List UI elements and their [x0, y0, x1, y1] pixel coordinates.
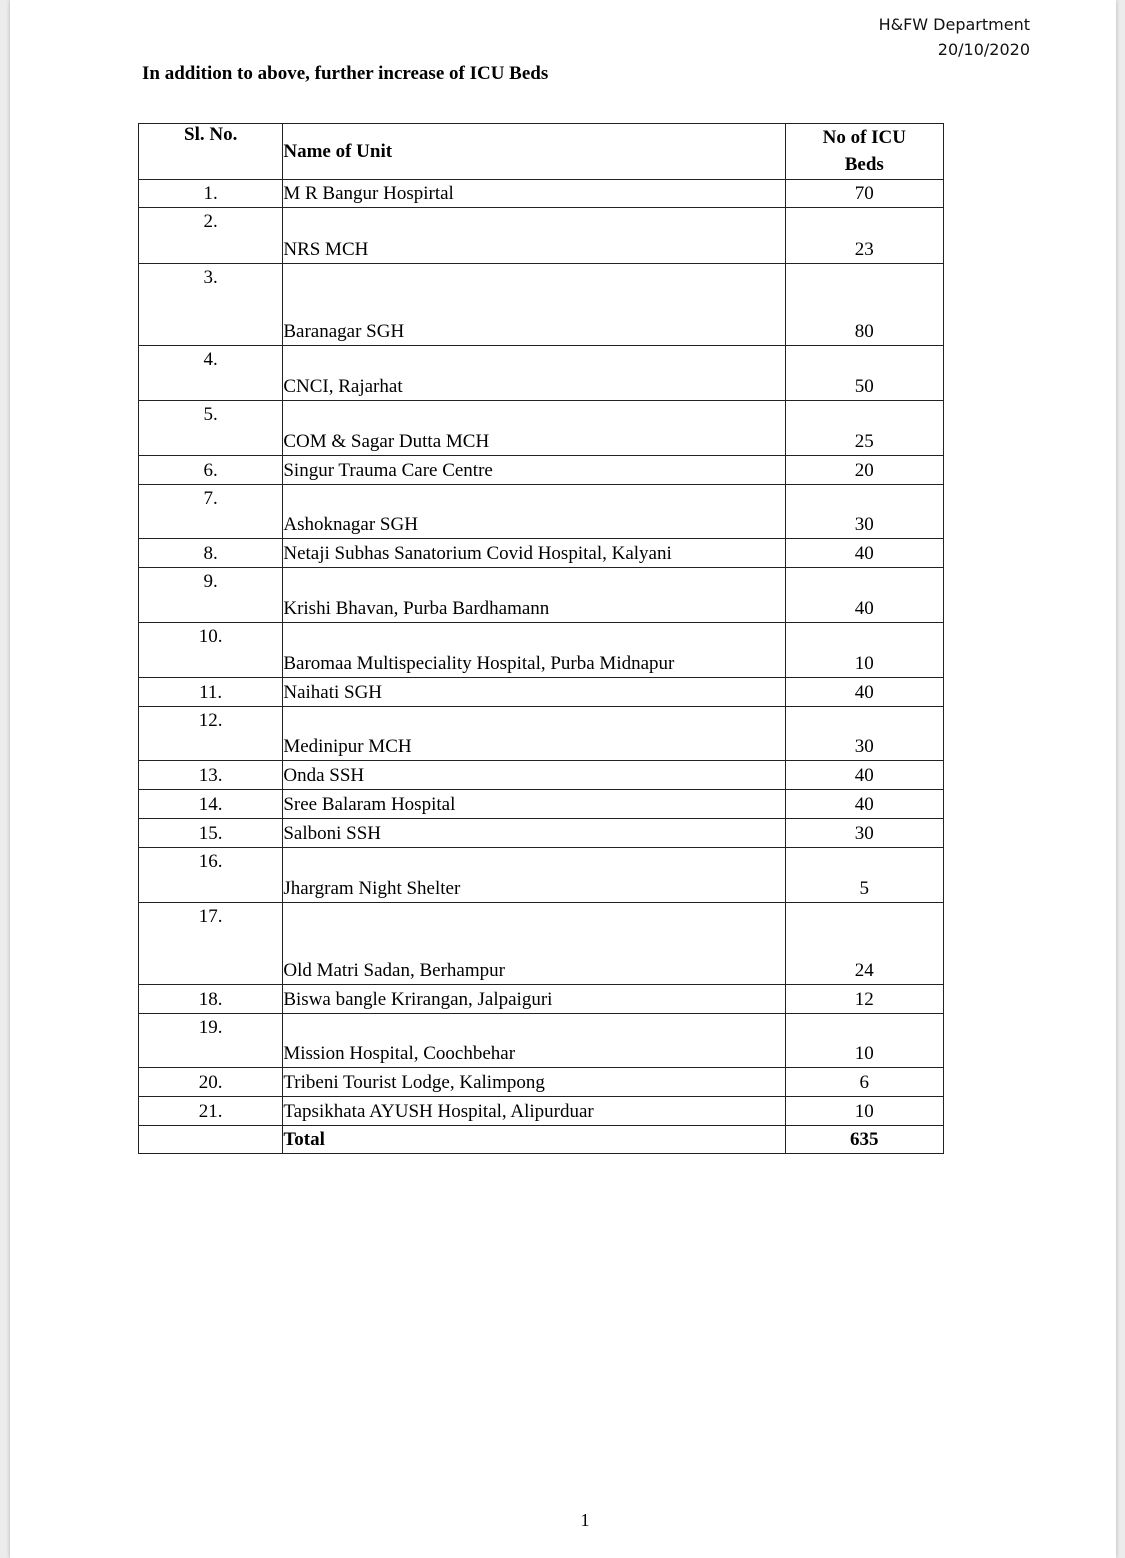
table-row — [139, 180, 944, 208]
row-unit-name: Netaji Subhas Sanatorium Covid Hospital, Kalyani — [283, 539, 785, 568]
row-icu-beds: 23 — [785, 208, 943, 264]
table-row — [139, 707, 944, 761]
row-unit-name: COM & Sagar Dutta MCH — [283, 401, 785, 456]
header-name-of-unit: Name of Unit — [283, 124, 785, 180]
document-date: 20/10/2020 — [937, 40, 1030, 59]
header-beds-line1: No of ICU — [822, 127, 906, 148]
table-row — [139, 539, 944, 568]
table-row — [139, 1068, 944, 1097]
row-sl-no: 3. — [139, 264, 283, 346]
row-icu-beds: 10 — [785, 1014, 943, 1068]
row-sl-no: 21. — [139, 1097, 283, 1126]
row-sl-no: 6. — [139, 456, 283, 485]
row-unit-name: Tribeni Tourist Lodge, Kalimpong — [283, 1068, 785, 1097]
department-name: H&FW Department — [878, 15, 1030, 34]
row-sl-no: 19. — [139, 1014, 283, 1068]
row-icu-beds: 40 — [785, 790, 943, 819]
row-sl-no: 17. — [139, 903, 283, 985]
row-sl-no: 5. — [139, 401, 283, 456]
row-sl-no: 9. — [139, 568, 283, 623]
total-row — [139, 1126, 944, 1154]
row-unit-name: Biswa bangle Krirangan, Jalpaiguri — [283, 985, 785, 1014]
row-sl-no: 4. — [139, 346, 283, 401]
row-sl-no: 18. — [139, 985, 283, 1014]
table-row — [139, 208, 944, 264]
row-unit-name: CNCI, Rajarhat — [283, 346, 785, 401]
table-row — [139, 903, 944, 985]
intro-heading: In addition to above, further increase of ICU Beds — [142, 63, 549, 84]
row-unit-name: Sree Balaram Hospital — [283, 790, 785, 819]
row-unit-name: Singur Trauma Care Centre — [283, 456, 785, 485]
row-icu-beds: 40 — [785, 678, 943, 707]
row-sl-no: 10. — [139, 623, 283, 678]
table-row — [139, 623, 944, 678]
row-unit-name: Salboni SSH — [283, 819, 785, 848]
row-icu-beds: 10 — [785, 623, 943, 678]
row-icu-beds: 40 — [785, 761, 943, 790]
table-row — [139, 848, 944, 903]
row-sl-no: 8. — [139, 539, 283, 568]
table-row — [139, 401, 944, 456]
row-icu-beds: 5 — [785, 848, 943, 903]
total-value: 635 — [785, 1126, 943, 1154]
table-row — [139, 1097, 944, 1126]
table-row — [139, 819, 944, 848]
table-row — [139, 790, 944, 819]
row-icu-beds: 70 — [785, 180, 943, 208]
row-sl-no: 16. — [139, 848, 283, 903]
row-sl-no: 2. — [139, 208, 283, 264]
total-sl-empty — [139, 1126, 283, 1154]
row-unit-name: Medinipur MCH — [283, 707, 785, 761]
table-row — [139, 346, 944, 401]
row-unit-name: Tapsikhata AYUSH Hospital, Alipurduar — [283, 1097, 785, 1126]
table-row — [139, 568, 944, 623]
icu-beds-table — [138, 123, 944, 1154]
header-beds-line2: Beds — [844, 154, 884, 175]
row-unit-name: Old Matri Sadan, Berhampur — [283, 903, 785, 985]
row-unit-name: M R Bangur Hospirtal — [283, 180, 785, 208]
row-sl-no: 15. — [139, 819, 283, 848]
row-icu-beds: 20 — [785, 456, 943, 485]
header-block — [879, 12, 1030, 62]
row-icu-beds: 24 — [785, 903, 943, 985]
row-unit-name: Baromaa Multispeciality Hospital, Purba Midnapur — [283, 623, 785, 678]
row-sl-no: 11. — [139, 678, 283, 707]
row-icu-beds: 6 — [785, 1068, 943, 1097]
row-sl-no: 13. — [139, 761, 283, 790]
header-no-of-icu-beds — [785, 124, 943, 180]
table-header-row — [139, 124, 944, 180]
row-icu-beds: 25 — [785, 401, 943, 456]
row-unit-name: Mission Hospital, Coochbehar — [283, 1014, 785, 1068]
row-sl-no: 20. — [139, 1068, 283, 1097]
table-row — [139, 485, 944, 539]
row-unit-name: NRS MCH — [283, 208, 785, 264]
row-sl-no: 7. — [139, 485, 283, 539]
table-body — [139, 180, 944, 1126]
table-row — [139, 456, 944, 485]
row-sl-no: 12. — [139, 707, 283, 761]
row-icu-beds: 80 — [785, 264, 943, 346]
row-unit-name: Ashoknagar SGH — [283, 485, 785, 539]
row-icu-beds: 10 — [785, 1097, 943, 1126]
table-row — [139, 264, 944, 346]
row-icu-beds: 30 — [785, 485, 943, 539]
row-icu-beds: 40 — [785, 539, 943, 568]
row-icu-beds: 30 — [785, 819, 943, 848]
row-unit-name: Onda SSH — [283, 761, 785, 790]
row-icu-beds: 12 — [785, 985, 943, 1014]
row-sl-no: 1. — [139, 180, 283, 208]
row-unit-name: Krishi Bhavan, Purba Bardhamann — [283, 568, 785, 623]
table-row — [139, 761, 944, 790]
header-sl-no: Sl. No. — [139, 124, 283, 180]
row-sl-no: 14. — [139, 790, 283, 819]
row-icu-beds: 30 — [785, 707, 943, 761]
row-icu-beds: 50 — [785, 346, 943, 401]
row-icu-beds: 40 — [785, 568, 943, 623]
row-unit-name: Baranagar SGH — [283, 264, 785, 346]
table-row — [139, 678, 944, 707]
total-label: Total — [283, 1126, 785, 1154]
table-row — [139, 985, 944, 1014]
row-unit-name: Jhargram Night Shelter — [283, 848, 785, 903]
table-row — [139, 1014, 944, 1068]
page-number: 1 — [580, 1510, 590, 1530]
row-unit-name: Naihati SGH — [283, 678, 785, 707]
